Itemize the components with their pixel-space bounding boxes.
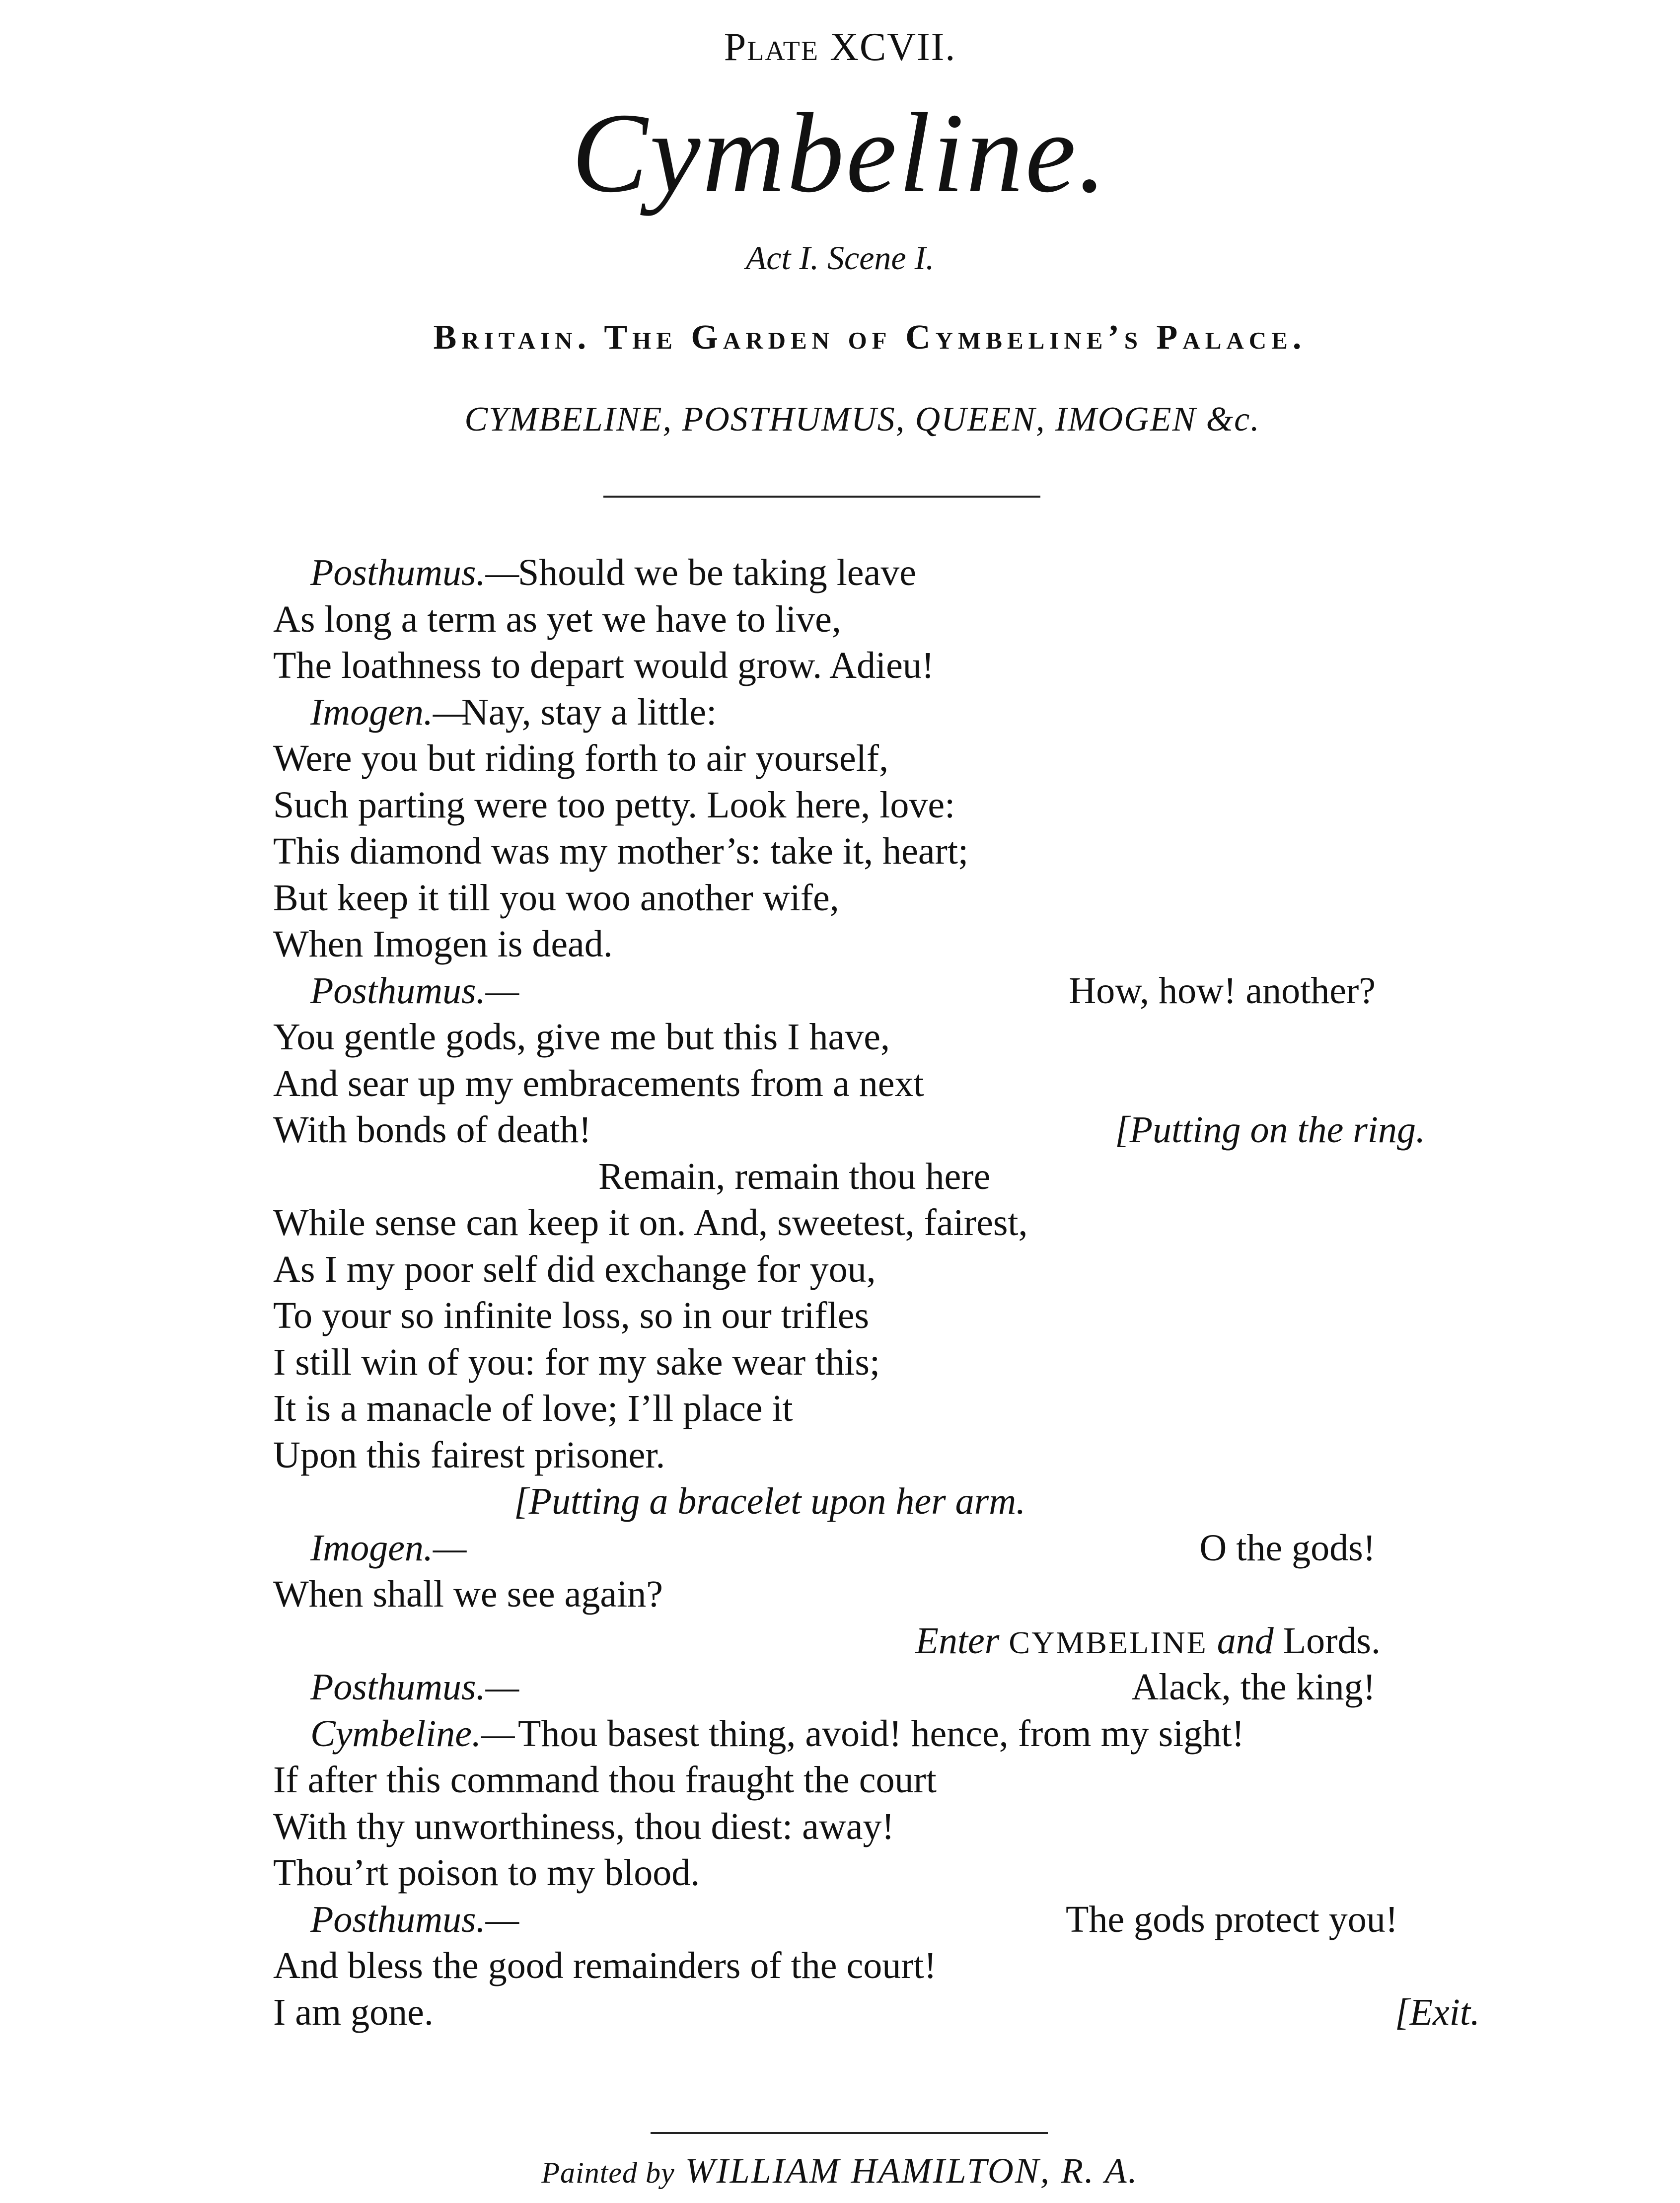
- verse-line: [268, 830, 1609, 875]
- speech-text: If after this command thou fraught the court: [273, 1759, 937, 1801]
- verse-line: [268, 1108, 1609, 1153]
- verse-line: [268, 1527, 1609, 1571]
- stage-direction: [Putting on the ring.: [1115, 1109, 1425, 1151]
- verse-line: [268, 1898, 1609, 1943]
- play-title: Cymbeline.: [571, 89, 1109, 216]
- verse-line: [268, 923, 1609, 967]
- act-scene: Act I. Scene I.: [745, 239, 935, 277]
- verse-line: [268, 1851, 1609, 1896]
- scene-location: Britain. The Garden of Cymbeline’s Palace.: [433, 318, 1307, 357]
- speech-text: Thou’rt poison to my blood.: [273, 1852, 700, 1894]
- speech-text: I am gone.: [273, 1991, 434, 2033]
- verse-line: [268, 598, 1609, 643]
- verse-line: [268, 1434, 1609, 1478]
- verse-line: [268, 737, 1609, 782]
- verse-line: [268, 1666, 1609, 1710]
- speech-text: Upon this fairest prisoner.: [273, 1434, 665, 1476]
- speech-text: The loathness to depart would grow. Adieu!: [273, 645, 935, 686]
- speech-text: Were you but riding forth to air yourself,: [273, 737, 889, 779]
- verse-line: [268, 1480, 1609, 1525]
- painter-credit: [0, 2150, 1680, 2192]
- verse-line: [268, 877, 1609, 921]
- divider-top: [603, 496, 1040, 498]
- stage-direction: [Exit.: [1395, 1991, 1480, 2033]
- stage-direction-enter: [916, 1619, 1381, 1663]
- speech-text: When Imogen is dead.: [273, 923, 613, 965]
- verse-line: [268, 1294, 1609, 1339]
- verse-line: [268, 1573, 1609, 1617]
- speech-text: As long a term as yet we have to live,: [273, 598, 841, 640]
- speaker-name: Posthumus.—: [310, 969, 519, 1012]
- verse-line: [268, 969, 1609, 1014]
- plate-prefix: Plate: [724, 25, 819, 69]
- verse-line: [268, 644, 1609, 689]
- speech-text: With thy unworthiness, thou diest: away!: [273, 1805, 894, 1847]
- verse-line: [268, 1248, 1609, 1293]
- enter-and: and: [1207, 1619, 1283, 1662]
- character-list: CYMBELINE, POSTHUMUS, QUEEN, IMOGEN &c.: [464, 400, 1260, 439]
- verse-line: [268, 1805, 1609, 1850]
- speech-text: While sense can keep it on. And, sweetest, fairest,: [273, 1202, 1028, 1244]
- speech-text: And sear up my embracements from a next: [273, 1062, 924, 1104]
- verse-line: [268, 691, 1609, 735]
- speech-text: But keep it till you woo another wife,: [273, 877, 839, 919]
- speech-text: Nay, stay a little:: [461, 691, 717, 733]
- speech-text: Such parting were too petty. Look here, love:: [273, 784, 955, 826]
- plate-number: [0, 25, 1680, 70]
- speech-text: Alack, the king!: [1131, 1666, 1376, 1708]
- speech-text: I still win of you: for my sake wear this;: [273, 1341, 880, 1383]
- verse-line: [268, 1619, 1609, 1664]
- stage-direction: [Putting a bracelet upon her arm.: [514, 1480, 1026, 1522]
- credit-prefix: Painted by: [541, 2156, 675, 2189]
- verse-line: [268, 784, 1609, 828]
- speech-text: O the gods!: [1199, 1527, 1376, 1569]
- enter-word: Enter: [915, 1619, 1009, 1662]
- speech-text: The gods protect you!: [1065, 1898, 1398, 1940]
- verse-line: [268, 551, 1609, 596]
- painter-name: WILLIAM HAMILTON, R. A.: [685, 2151, 1139, 2191]
- verse-line: [268, 1201, 1609, 1246]
- speech-text: Remain, remain thou here: [598, 1155, 991, 1197]
- verse-line: [268, 1944, 1609, 1989]
- speaker-name: Posthumus.—: [310, 552, 519, 593]
- speech-text: When shall we see again?: [273, 1573, 663, 1615]
- speech-text: Should we be taking leave: [518, 552, 917, 593]
- speech-text: To your so infinite loss, so in our trifles: [273, 1295, 870, 1336]
- speech-text: You gentle gods, give me but this I have,: [273, 1016, 890, 1058]
- speaker-name: Posthumus.—: [310, 1666, 519, 1708]
- speaker-name: Cymbeline.—: [310, 1712, 515, 1755]
- verse-line: [268, 1387, 1609, 1432]
- verse-line: [268, 1016, 1609, 1060]
- enter-rest: Lords.: [1283, 1619, 1381, 1662]
- speech-text: With bonds of death!: [273, 1109, 591, 1151]
- speech-text: This diamond was my mother’s: take it, heart;: [273, 830, 969, 872]
- speaker-name: Imogen.—: [310, 691, 467, 733]
- plate-roman-numeral: XCVII.: [830, 25, 956, 69]
- verse-line: [268, 1155, 1609, 1200]
- verse-line: [268, 1712, 1609, 1757]
- speech-text: How, how! another?: [1069, 969, 1376, 1012]
- speech-text: And bless the good remainders of the court!: [273, 1945, 937, 1986]
- verse-line: [268, 1062, 1609, 1107]
- speaker-name: Posthumus.—: [310, 1898, 519, 1940]
- speech-text: It is a manacle of love; I’ll place it: [273, 1388, 793, 1429]
- verse-line: [268, 1759, 1609, 1803]
- speaker-name: Imogen.—: [310, 1527, 467, 1569]
- verse-line: [268, 1991, 1609, 2036]
- speech-text: Thou basest thing, avoid! hence, from my sight!: [518, 1712, 1244, 1755]
- enter-name: CYMBELINE: [1009, 1624, 1208, 1660]
- verse-line: [268, 1341, 1609, 1386]
- speech-text: As I my poor self did exchange for you,: [273, 1248, 876, 1290]
- divider-bottom: [651, 2132, 1048, 2134]
